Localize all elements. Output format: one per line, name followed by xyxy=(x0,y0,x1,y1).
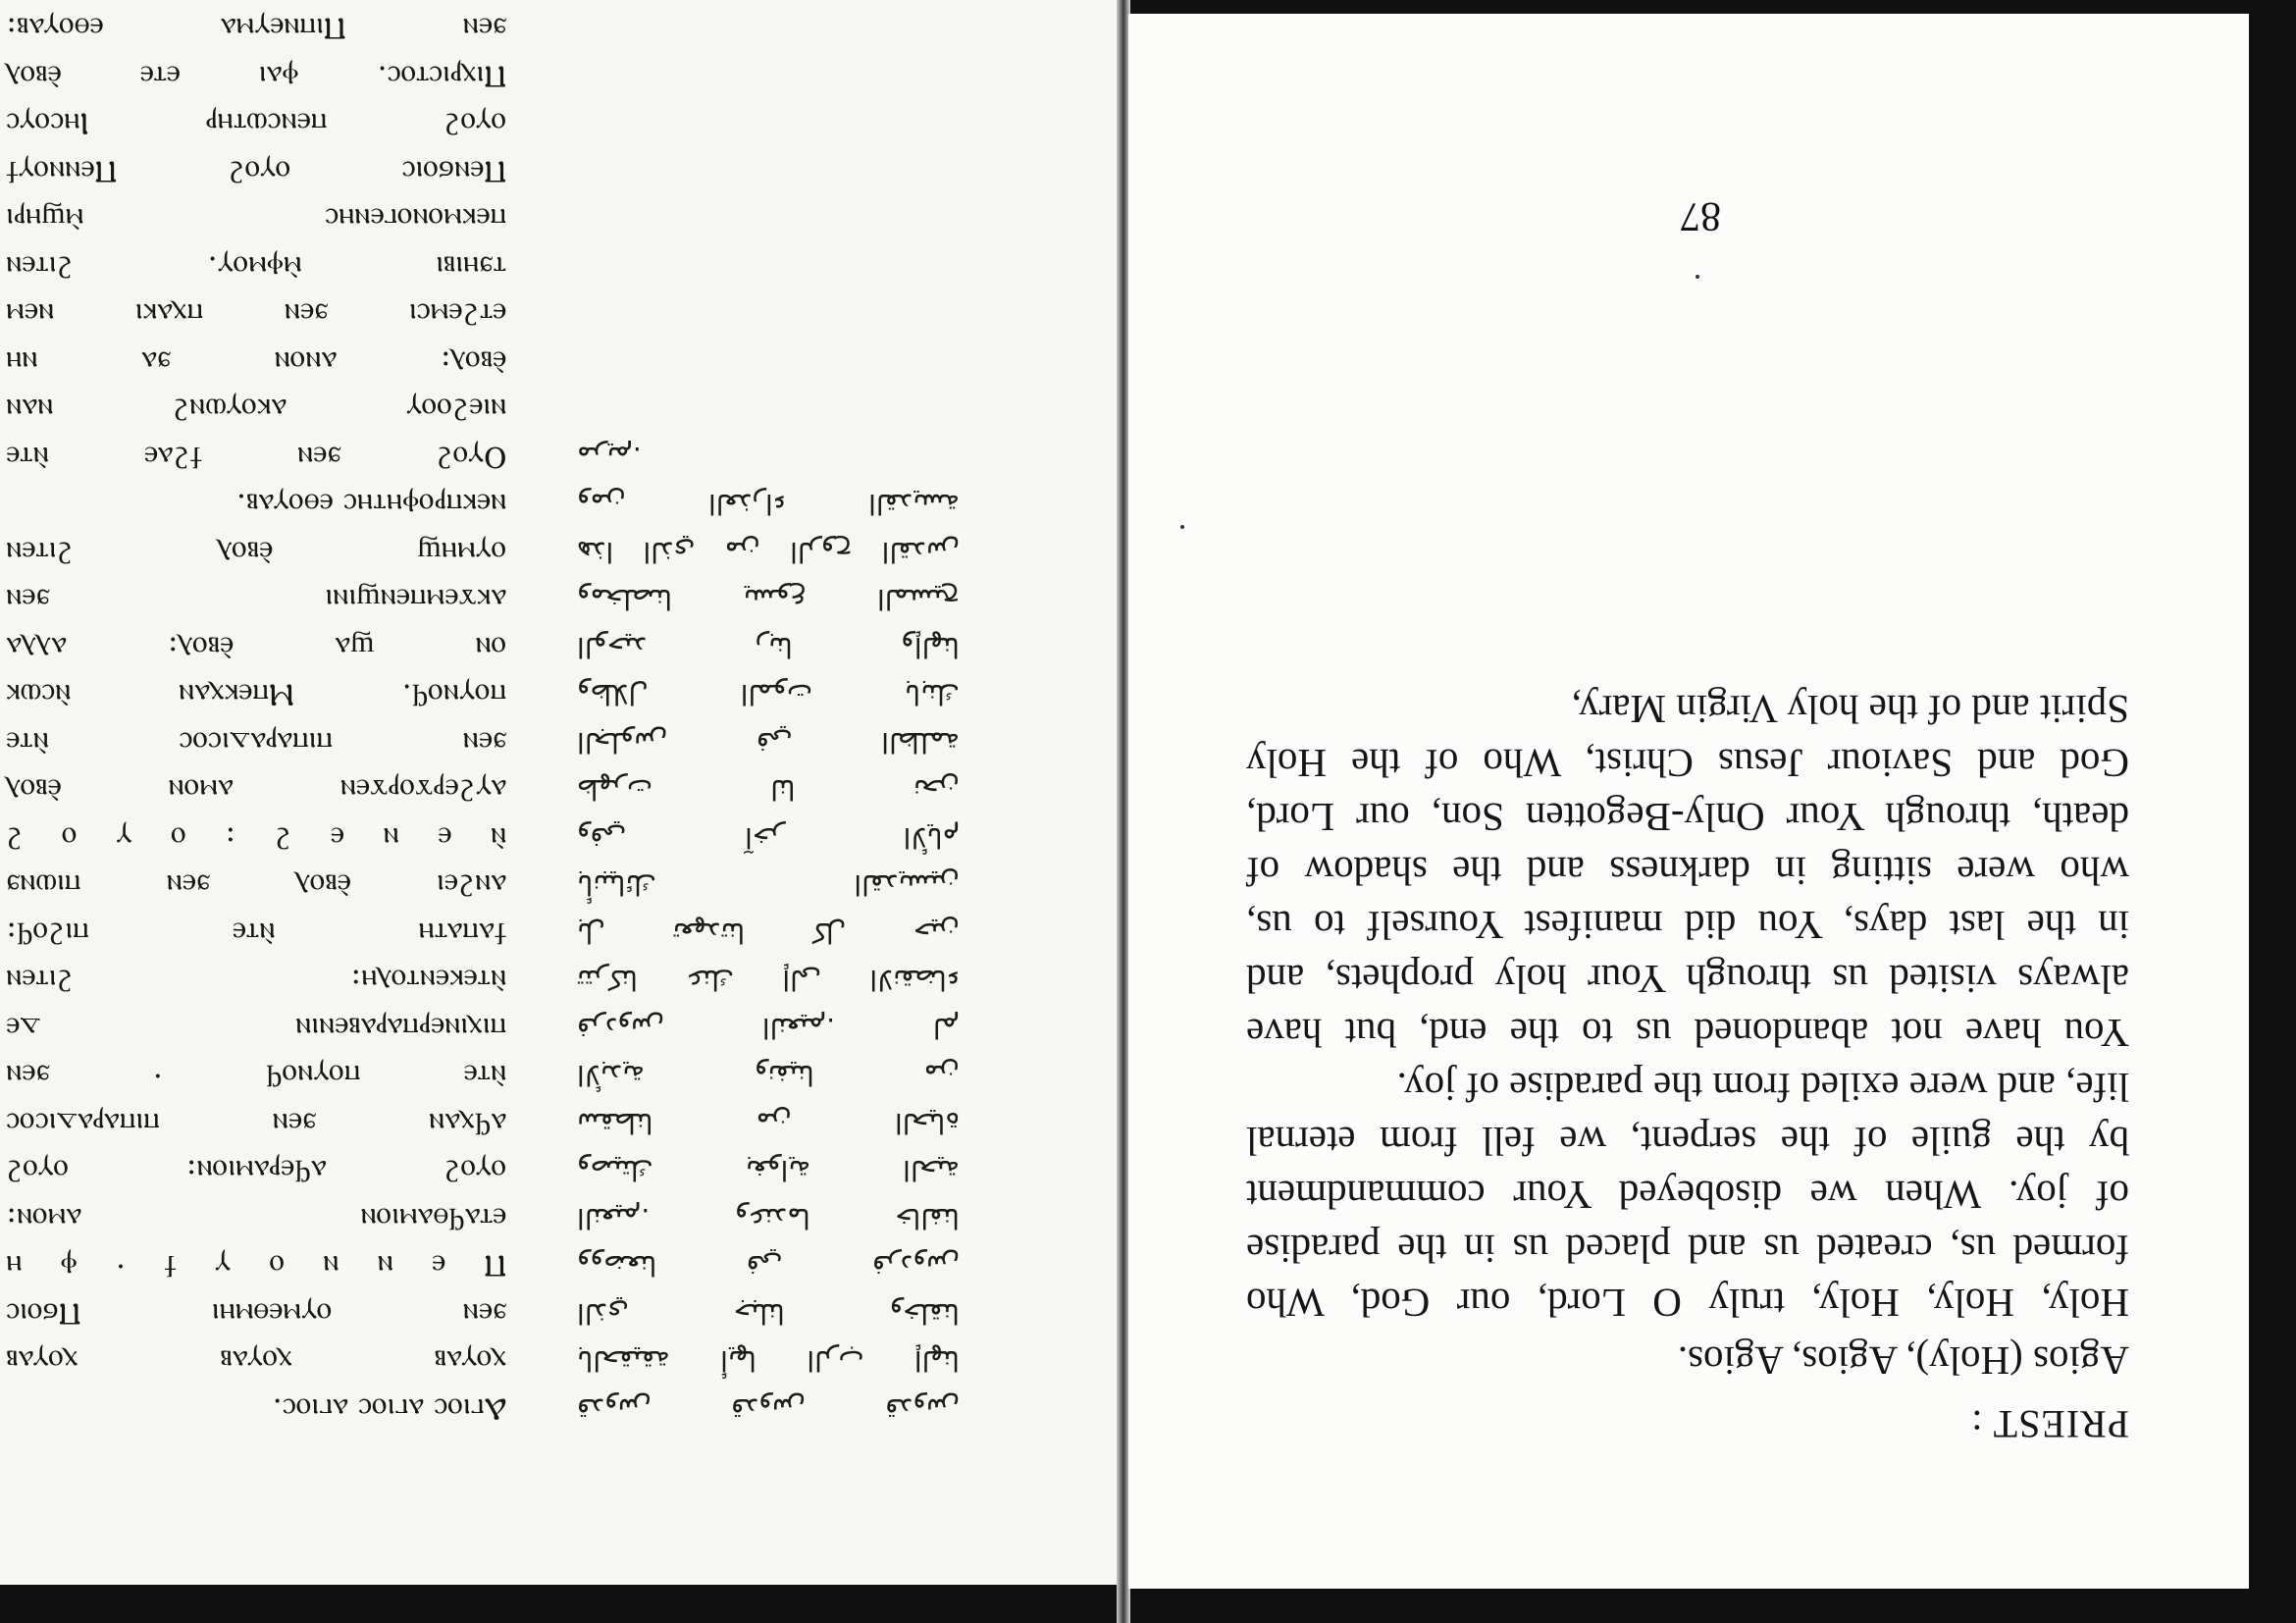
english-text-line: who were sitting in darkness and the shadow of xyxy=(1246,849,2129,894)
english-text-line: life, and were exiled from the paradise of joy. xyxy=(1396,1065,2129,1110)
coptic-text-line: ⲡⲓⲭⲓⲛⲉⲣⲡⲁⲣⲁⲃⲉⲛⲓⲛ ⲇⲉ xyxy=(6,1011,506,1046)
coptic-text-line: Ⲡⲉⲛϭⲟⲓⲥ ⲟⲩⲟϩ Ⲡⲉⲛⲛⲟⲩϯ xyxy=(6,154,506,189)
coptic-text-line: ⲁⲛϩⲉⲓ ⲉ̀ⲃⲟⲗ ϧⲉⲛ ⲡⲓⲱⲛϧ xyxy=(6,867,506,904)
coptic-text-line: ⲟⲛ ϣⲁ ⲉ̀ⲃⲟⲗ: ⲁⲗⲗⲁ xyxy=(6,630,506,665)
coptic-text-line xyxy=(6,0,506,5)
arabic-text-line: فردوس النعيم. لم xyxy=(577,1012,960,1044)
coptic-text-line: Ⲡ ⲉ ⲛ ⲛ ⲟ ⲩ ϯ · ⲫ ⲏ xyxy=(6,1248,506,1284)
left-page xyxy=(0,0,1117,1585)
english-paragraph xyxy=(1246,682,2129,1330)
coptic-text-line: ⲉ̀ⲃⲟⲗ: ⲁⲛⲟⲛ ϧⲁ ⲛⲏ xyxy=(6,344,506,380)
coptic-text-line: ⲡⲉⲕⲙⲟⲛⲟⲅⲉⲛⲏⲥ ⲙ̀ϣⲏⲣⲓ xyxy=(6,201,506,237)
coptic-text-column xyxy=(6,0,506,1433)
page-speck xyxy=(1696,275,1699,279)
coptic-text-line: ⲁϥⲭⲁⲛ ϧⲉⲛ ⲡⲓⲡⲁⲣⲁⲇⲓⲥⲟⲥ xyxy=(6,1106,506,1141)
coptic-text-line: Ⲁⲅⲓⲟⲥ ⲁⲅⲓⲟⲥ ⲁⲅⲓⲟⲥ. xyxy=(272,1391,506,1427)
coptic-text-line: ⲁⲕϫⲉⲙⲡⲉⲛϣⲓⲛⲓ ϧⲉⲛ xyxy=(6,582,506,618)
coptic-text-line: ⲧϧⲏⲓⲃⲓ ⲙ̀ⲫⲙⲟⲩ. ϩⲓⲧⲉⲛ xyxy=(6,249,506,285)
english-text-line: always visited us through Your holy prophets, and xyxy=(1246,957,2129,1002)
arabic-text-line: قدوس قدوس قدوس xyxy=(577,1392,960,1425)
arabic-text-line: مريم. xyxy=(577,441,642,473)
coptic-text-line: ⲭⲟⲩⲁⲃ ⲭⲟⲩⲁⲃ ⲭⲟⲩⲁⲃ xyxy=(6,1343,506,1380)
english-text-line: by the guile of the serpent, we fell from eternal xyxy=(1246,1119,2129,1164)
page-number: 87 xyxy=(1680,193,1721,238)
coptic-text-line: ϧⲉⲛ ⲟⲩⲙⲉⲑⲙⲏⲓ Ⲡϭⲟⲓⲥ xyxy=(6,1296,506,1332)
arabic-text-line: تتركنا عنك إلى الانقضاء xyxy=(577,964,960,997)
english-text-line: of joy. When we disobeyed Your commandment xyxy=(1246,1173,2129,1218)
arabic-text-line: الوحيد ربنا وإلهنا xyxy=(577,631,960,663)
coptic-text-line: ⲟⲩⲟϩ ⲡⲉⲛⲥⲱⲧⲏⲣ Ⲓⲏⲥⲟⲩⲥ xyxy=(6,106,506,142)
english-text-line: You have not abandoned us to the end, but have xyxy=(1246,1011,2129,1056)
arabic-text-line: بالحقيقة أيها الرب إلهنا xyxy=(577,1344,960,1378)
english-text-line: death, through Your Only-Begotten Son, our Lord, xyxy=(1246,795,2129,840)
coptic-text-line: ⲟⲩⲟϩ ⲁϥⲉⲣⲁⲙⲓⲟⲛ: ⲟⲩⲟϩ xyxy=(6,1153,506,1189)
coptic-text-line: ⲛ̀ ⲉ ⲛ ⲉ ϩ : ⲟ ⲩ ⲟ ϩ xyxy=(6,820,506,856)
english-text-line: formed us, created us and placed us in the paradise xyxy=(1246,1227,2129,1272)
coptic-text-line: Ⲟⲩⲟϩ ϧⲉⲛ ϯϩⲁⲉ ⲛ̀ⲧⲉ xyxy=(6,440,506,475)
arabic-text-line: هذا الذي من الروح القدس xyxy=(577,536,960,568)
coptic-text-line: ⲟⲩⲙⲏϣ ⲉ̀ⲃⲟⲗ ϩⲓⲧⲉⲛ xyxy=(6,535,506,570)
english-text-line: Holy, Holy, Holy, truly O Lord, our God, Who xyxy=(1246,1281,2129,1326)
page-speck xyxy=(1180,525,1184,529)
coptic-text-line: ⲛ̀ⲧⲉⲕⲉⲛⲧⲟⲗⲏ: ϩⲓⲧⲉⲛ xyxy=(6,963,506,999)
agios-line: Agios (Holy), Agios, Agios. xyxy=(1677,1338,2129,1384)
arabic-text-line: الذي جبلنا وخلقنا xyxy=(577,1297,960,1330)
arabic-text-line: ومن العذراء القديسة xyxy=(577,488,960,521)
right-page-rotated-content xyxy=(1128,14,2249,1589)
arabic-text-line: ووضعنا في فردوس xyxy=(577,1249,960,1283)
coptic-text-line: Ⲡⲓⲭⲣⲓⲥⲧⲟⲥ. ⲫⲁⲓ ⲉⲧⲉ ⲉ̀ⲃⲟⲗ xyxy=(6,59,506,94)
arabic-text-line: ومخلصنا يسوع المسيح xyxy=(577,583,960,616)
arabic-text-line: بل تعهدتنا كل حين xyxy=(577,916,960,949)
coptic-text-line: ⲛⲓⲉϩⲟⲟⲩ ⲁⲕⲟⲩⲱⲛϩ ⲛⲁⲛ xyxy=(6,392,506,428)
right-page xyxy=(1128,14,2249,1589)
speaker-heading: PRIEST : xyxy=(1970,1402,2129,1446)
english-text-line: Spirit and of the holy Virgin Mary, xyxy=(1571,687,2129,732)
arabic-text-line: وفي آخر الأيام xyxy=(577,821,960,854)
coptic-text-line: ⲁⲩϩⲉⲣϫⲟⲣϫⲉⲛ ⲁⲙⲟⲛ ⲉ̀ⲃⲟⲗ xyxy=(6,772,506,809)
arabic-text-line: ظهرت لنا نحن xyxy=(577,773,960,807)
coptic-text-line: ⲛ̀ⲧⲉ ⲡⲟⲩⲛⲟϥ · ϧⲉⲛ xyxy=(6,1058,506,1094)
coptic-text-line: ⲉⲧϩⲉⲙⲥⲓ ϧⲉⲛ ⲡⲭⲁⲕⲓ ⲛⲉⲙ xyxy=(6,296,506,333)
arabic-text-column xyxy=(577,433,960,1433)
coptic-text-line: ⲛⲉⲕⲡⲣⲟⲫⲏⲧⲏⲥ ⲉⲑⲟⲩⲁⲃ. xyxy=(235,487,506,523)
arabic-text-line: بأنبيائك القديسين xyxy=(577,868,960,902)
coptic-text-line: ϧⲉⲛ Ⲡⲓⲡⲛⲉⲩⲙⲁ ⲉⲑⲟⲩⲁⲃ: xyxy=(6,11,506,47)
arabic-text-line: وظلال الموت بابنك xyxy=(577,678,960,711)
english-text-line: God and Saviour Jesus Christ, Who of the Holy xyxy=(1246,741,2129,786)
coptic-text-line: ϧⲉⲛ ⲡⲓⲡⲁⲣⲁⲇⲓⲥⲟⲥ ⲛ̀ⲧⲉ xyxy=(6,725,506,760)
english-text-line: in the last days, You did manifest Yourself to us, xyxy=(1246,903,2129,948)
coptic-text-line: ⲉⲧⲁϥⲑⲁⲙⲓⲟⲛ ⲁⲙⲟⲛ: xyxy=(6,1201,506,1236)
coptic-text-line: ⲡⲟⲩⲛⲟϥ. Ⲙⲡⲉⲕⲭⲁⲛ ⲛ̀ⲥⲱⲕ xyxy=(6,677,506,713)
english-text-block xyxy=(1246,682,2129,1451)
arabic-text-line: وصيتك بغواية الحية xyxy=(577,1154,960,1187)
arabic-text-line: النعيم. وعندما خالفنا xyxy=(577,1202,960,1234)
arabic-text-line: سقطنا من الحياة xyxy=(577,1107,960,1139)
coptic-text-line: ϯⲁⲡⲁⲧⲏ ⲛ̀ⲧⲉ ⲡⲓϩⲟϥ: xyxy=(6,916,506,951)
left-page-rotated-content xyxy=(0,0,1117,1585)
arabic-text-line: الأبدية ونفينا من xyxy=(577,1059,960,1092)
arabic-text-line: الجلوس في الظلمة xyxy=(577,726,960,759)
